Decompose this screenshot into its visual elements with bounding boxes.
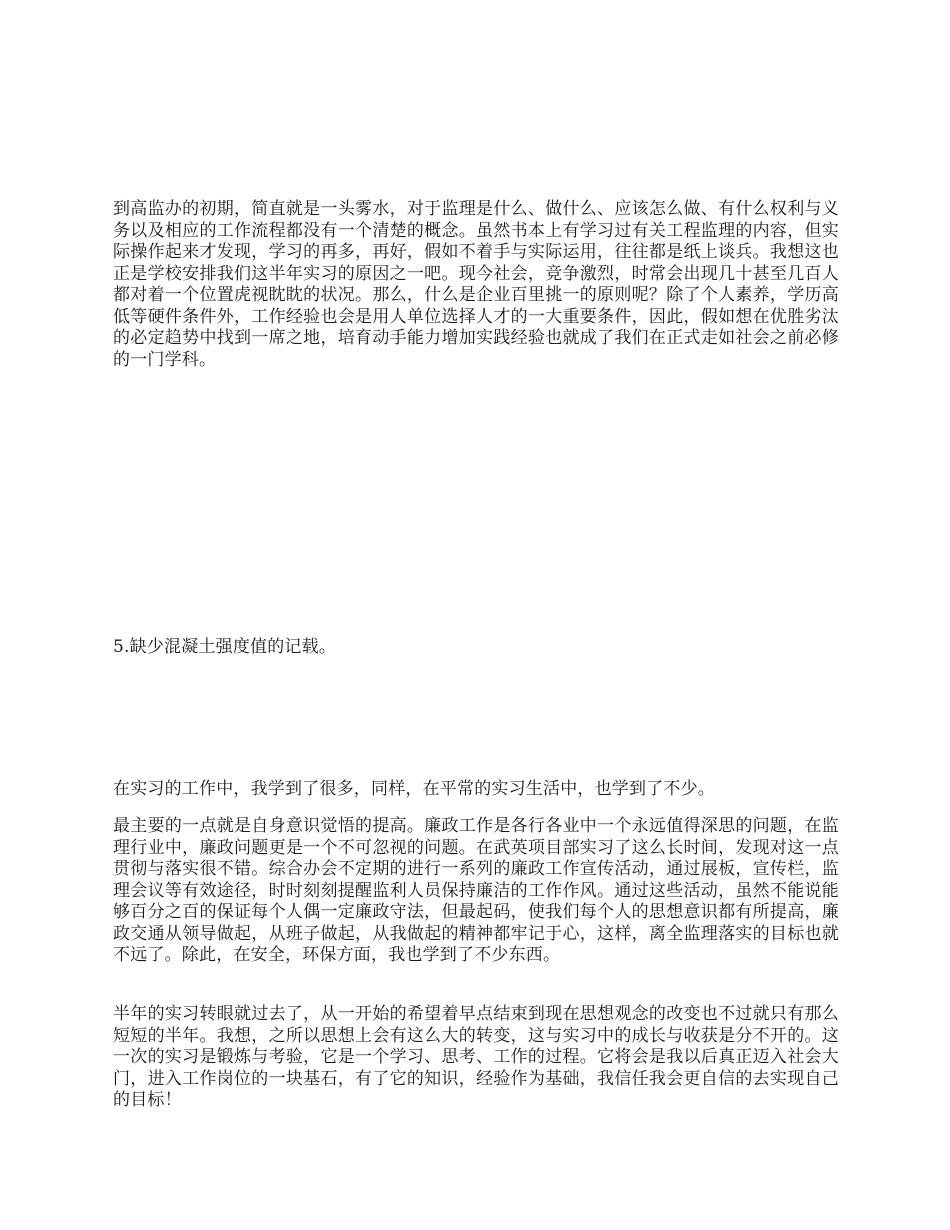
paragraph-concrete-strength-note: 5.缺少混凝土强度值的记载。 [113,637,337,657]
paragraph-internship-beginning: 到高监办的初期，简直就是一头雾水，对于监理是什么、做什么、应该怎么做、有什么权利与义务以及相应的工作流程都没有一个清楚的概念。虽然书本上有学习过有关工程监理的内容，但实际操作起来才发现，学习的再多，再好，假如不着手与实际运用，往往都是纸上谈兵。我想这也正是学校安排我们这半年实习的原因之一吧。现今社会，竞争激烈，时常会出现几十甚至几百人都对着一个位置虎视眈眈的状况。那么，什么是企业百里挑一的原则呢？除了个人素养，学历高低等硬件条件外，工作经验也会是用人单位选择人才的一大重要条件，因此，假如想在优胜劣汰的必定趋势中找到一席之地，培育动手能力增加实践经验也就成了我们在正式走如社会之前必修的一门学科。 [113,199,839,370]
paragraph-conclusion: 半年的实习转眼就过去了，从一开始的希望着早点结束到现在思想观念的改变也不过就只有那么短短的半年。我想，之所以思想上会有这么大的转变，这与实习中的成长与收获是分不开的。这一次的实习是锻炼与考验，它是一个学习、思考、工作的过程。它将会是我以后真正迈入社会大门，进入工作岗位的一块基石，有了它的知识，经验作为基础，我信任我会更自信的去实现自己的目标！ [113,1004,839,1110]
paragraph-learning-summary: 在实习的工作中，我学到了很多，同样，在平常的实习生活中，也学到了不少。 [113,779,715,799]
paragraph-integrity-awareness: 最主要的一点就是自身意识觉悟的提高。廉政工作是各行各业中一个永远值得深思的问题，在监理行业中，廉政问题更是一个不可忽视的问题。在武英项目部实习了这么长时间，发现对这一点贯彻与落实很不错。综合办会不定期的进行一系列的廉政工作宣传活动，通过展板，宣传栏，监理会议等有效途径，时时刻刻提醒监利人员保持廉洁的工作作风。通过这些活动，虽然不能说能够百分之百的保证每个人偶一定廉政守法，但最起码，使我们每个人的思想意识都有所提高，廉政交通从领导做起，从班子做起，从我做起的精神都牢记于心，这样，离全监理落实的目标也就不远了。除此，在安全，环保方面，我也学到了不少东西。 [113,816,839,965]
